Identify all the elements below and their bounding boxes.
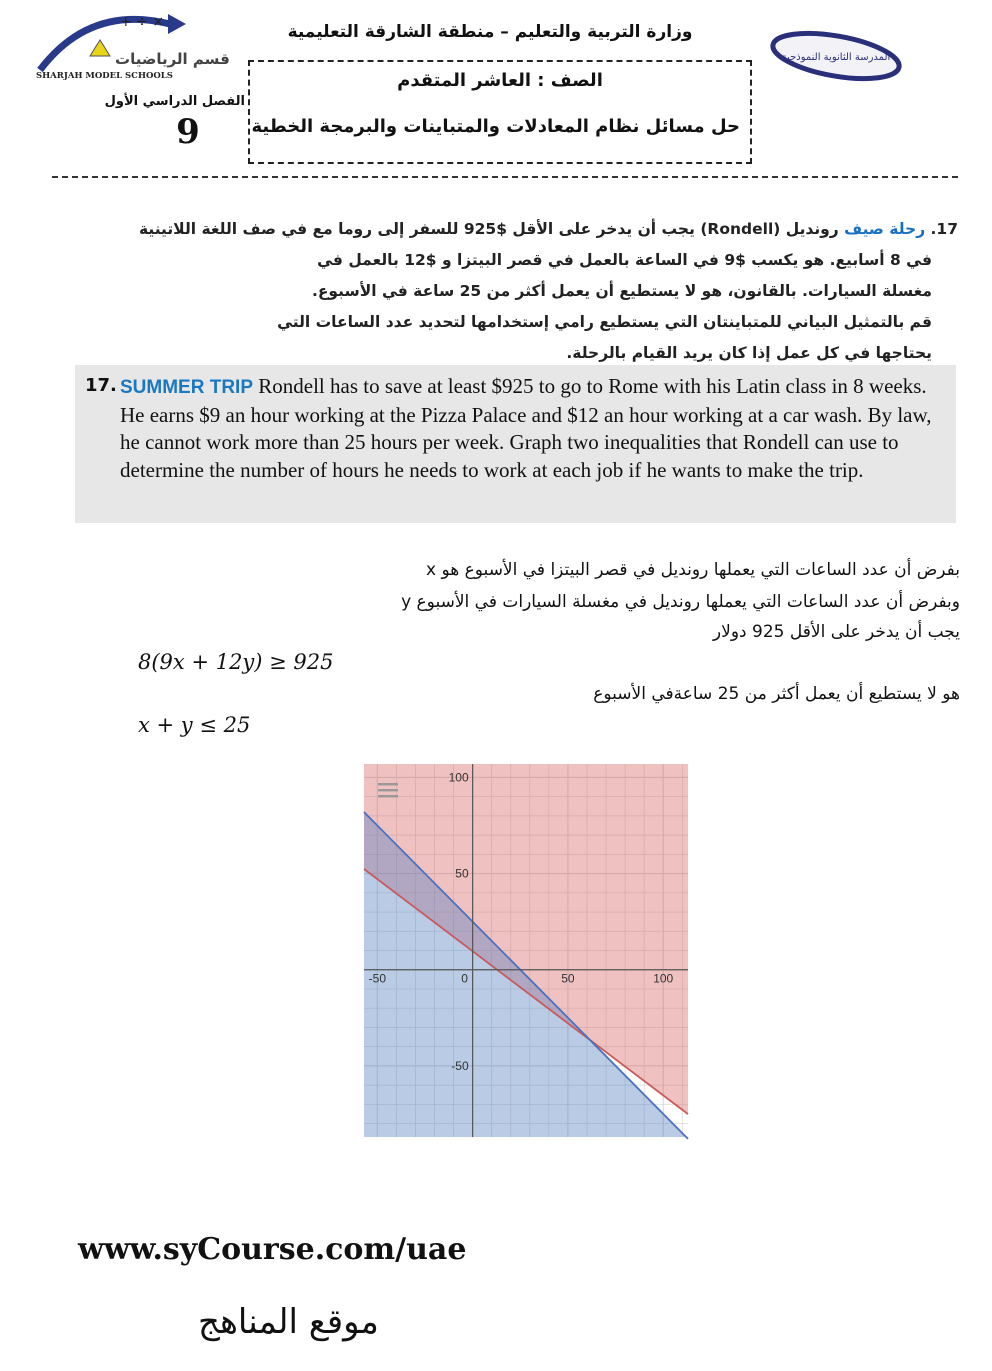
y-tick-label: 50 [455,866,469,881]
problem-arabic-line [92,214,958,245]
x-tick-label: 50 [561,971,575,986]
solution-line: هو لا يستطيع أن يعمل أكثر من 25 ساعةفي الأسبوع [593,684,960,704]
problem-heading-arabic: رحلة صيف [844,220,926,238]
model-school-logo [766,22,906,88]
problem-arabic-line: قم بالتمثيل البياني للمتباينتان التي يستطيع رامي إستخدامها لتحديد عدد الساعات التي [277,313,932,331]
x-tick-label: 0 [461,971,468,986]
problem-arabic [92,214,958,369]
grade-label: الصف : العاشر المتقدم [397,70,603,91]
problem-arabic-line: يحتاجها في كل عمل إذا كان يريد القيام بالرحلة. [566,344,932,362]
x-tick-label: 100 [653,971,674,986]
y-tick-label: 100 [448,770,469,785]
logo-caption: SHARJAH MODEL SCHOOLS [36,71,173,81]
solution-line: بفرض أن عدد الساعات التي يعملها رونديل في قصر البيتزا في الأسبوع هو x [426,560,960,580]
problem-number: 17. [930,220,958,238]
lesson-title-box [248,60,752,164]
header-divider [52,176,958,178]
solution-line: وبفرض أن عدد الساعات التي يعملها رونديل في مغسلة السيارات في الأسبوع y [401,592,960,612]
problem-english-box [75,365,956,523]
inequality-graph [364,764,688,1137]
lesson-title: حل مسائل نظام المعادلات والمتباينات والبرمجة الخطية [251,116,740,137]
ministry-heading: وزارة التربية والتعليم – منطقة الشارقة التعليمية [287,22,693,42]
inequality-savings: 8(9x + 12y) ≥ 925 [138,650,334,674]
svg-text:+ ÷ ×: + ÷ × [120,14,165,30]
site-url[interactable]: www.syCourse.com/uae [78,1232,467,1267]
y-tick-label: -50 [451,1058,469,1073]
logo-arabic-text: قسم الرياضيات [115,50,230,68]
logo-school-name: المدرسة الثانوية النموذجية [781,52,891,63]
problem-arabic-line: مغسلة السيارات. بالقانون، هو لا يستطيع أن يعمل أكثر من 25 ساعة في الأسبوع. [311,282,932,300]
x-tick-label: -50 [368,971,387,986]
problem-english-text [120,373,950,484]
problem-english-body: Rondell has to save at least $925 to go to Rome with his Latin class in 8 weeks. He earns $9 an hour working at the Pizza Palace and $12 an hour working at a car wash. By law, he cannot work more than 25 hours per week. Graph two inequalities that Rondell can use to determine the number of hours he needs to work at each job if he wants to make the trip. [120,374,932,482]
site-name: موقع المناهج [198,1302,379,1342]
solution-line: يجب أن يدخر على الأقل 925 دولار [712,622,960,642]
problem-number-english: 17. [85,375,117,396]
problem-arabic-text: رونديل (Rondell) يجب أن يدخر على الأقل $925 للسفر إلى روما مع في صف اللغة اللاتينية [138,220,839,238]
problem-heading-english: SUMMER TRIP [120,377,253,398]
hamburger-icon[interactable] [378,783,398,797]
semester-label: الفصل الدراسي الأول [104,94,245,109]
sharjah-schools-logo [30,8,230,81]
problem-arabic-line: في 8 أسابيع. هو يكسب $9 في الساعة بالعمل في قصر البيتزا و $12 بالعمل في [317,251,932,269]
grade-number: 9 [176,112,200,152]
inequality-hours: x + y ≤ 25 [138,713,251,737]
